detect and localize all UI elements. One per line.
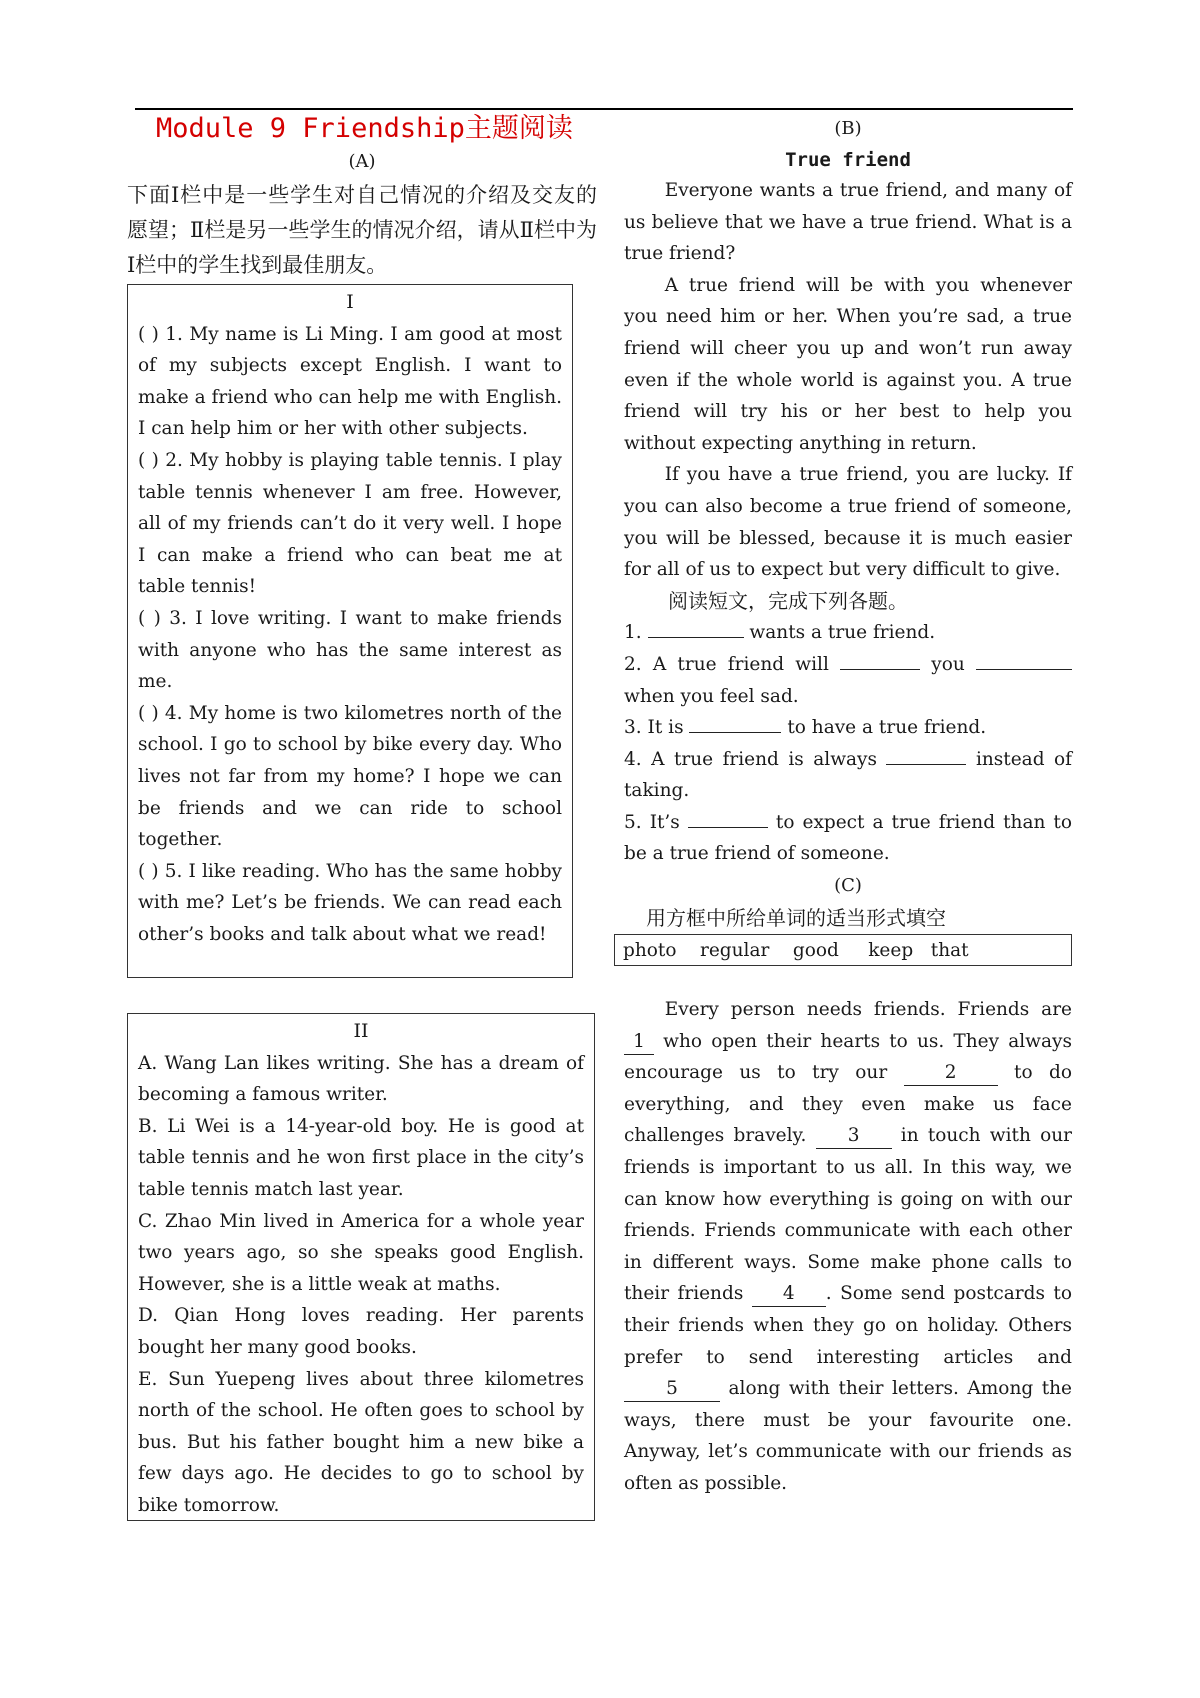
question-5-pre: 5. It’s xyxy=(624,811,688,833)
passage-blank-5[interactable]: 5 xyxy=(624,1377,720,1402)
passage-text-2: who open their hearts to us. They always encourage us to try our xyxy=(624,1030,1072,1084)
question-3-blank[interactable] xyxy=(689,732,781,733)
question-2-blank-2[interactable] xyxy=(976,669,1072,670)
page-title: Module 9 Friendship主题阅读 xyxy=(156,113,573,144)
question-2-post: when you feel sad. xyxy=(624,685,799,707)
passage-text-3: to do everything, and they even make us face challenges bravely. xyxy=(624,1062,1072,1147)
question-3-pre: 3. It is xyxy=(624,717,690,739)
part-c-label: (C) xyxy=(834,875,862,897)
part-a-intro: 下面Ⅰ栏中是一些学生对自己情况的介绍及交友的愿望；Ⅱ栏是另一些学生的情况介绍，请从Ⅱ栏中为Ⅰ栏中的学生找到最佳朋友。 xyxy=(127,183,597,277)
question-2-pre: 2. A true friend will xyxy=(624,653,841,675)
box-ii-item-d: D. Qian Hong loves reading. Her parents bought her many good books. xyxy=(138,1305,584,1358)
passage-text-4: in touch with our friends is important to us all. In this way, we can know how everything is going on with our friends. Friends communicate with each other in different ways. Some make phone calls to their friends xyxy=(624,1125,1072,1305)
box-ii xyxy=(127,1013,595,1521)
passage-blank-3[interactable]: 3 xyxy=(816,1124,892,1149)
box-i-item-4: ( ) 4. My home is two kilometres north of the school. I go to school by bike every day. Who lives not far from my home? I hope we can be friends and we can ride to school together. xyxy=(138,702,562,851)
question-1 xyxy=(624,617,1072,649)
part-c-passage xyxy=(624,994,1072,1500)
box-i-item-1: ( ) 1. My name is Li Ming. I am good at most of my subjects except English. I want to make a friend who can help me with English. I can help him or her with other subjects. xyxy=(138,323,562,440)
box-ii-item-b: B. Li Wei is a 14-year-old boy. He is good at table tennis and he won first place in the city’s table tennis match last year. xyxy=(138,1115,584,1200)
question-3 xyxy=(624,712,1072,744)
box-i-item-3: ( ) 3. I love writing. I want to make friends with anyone who has the same interest as me. xyxy=(138,607,562,693)
top-rule xyxy=(135,108,1073,110)
question-5 xyxy=(624,807,1072,870)
question-1-blank[interactable] xyxy=(648,637,744,638)
box-ii-item-a: A. Wang Lan likes writing. She has a dream of becoming a famous writer. xyxy=(138,1052,584,1106)
part-b-instruction: 阅读短文，完成下列各题。 xyxy=(668,588,908,613)
right-column xyxy=(624,112,1072,1500)
question-4-pre: 4. A true friend is always xyxy=(624,748,887,770)
question-2 xyxy=(624,649,1072,712)
passage-blank-4[interactable]: 4 xyxy=(752,1282,826,1307)
question-2-mid: you xyxy=(920,653,976,675)
question-4 xyxy=(624,744,1072,807)
box-ii-item-e: E. Sun Yuepeng lives about three kilometres north of the school. He often goes to school by bus. But his father bought him a new bike a few days ago. He decides to go to school by bike tomorrow. xyxy=(138,1368,584,1516)
question-5-blank[interactable] xyxy=(688,827,768,828)
question-2-blank-1[interactable] xyxy=(840,669,920,670)
left-column xyxy=(127,112,597,283)
question-4-blank[interactable] xyxy=(886,764,966,765)
part-b-paragraph-1: Everyone wants a true friend, and many of us believe that we have a true friend. What is a true friend? xyxy=(624,180,1072,265)
passage-blank-1[interactable]: 1 xyxy=(624,1030,654,1055)
box-i-item-5: ( ) 5. I like reading. Who has the same hobby with me? Let’s be friends. We can read each other’s books and talk about what we read! xyxy=(138,860,562,945)
passage-text-1: Every person needs friends. Friends are xyxy=(664,999,1072,1021)
word-box: photo regular good keep that xyxy=(614,934,1072,966)
part-a-label: (A) xyxy=(348,151,376,172)
box-ii-heading: II xyxy=(353,1020,369,1042)
part-b-paragraph-2: A true friend will be with you whenever you need him or her. When you’re sad, a true friend will cheer you up and won’t run away even if the whole world is against you. A true friend will try his or her best to help you without expecting anything in return. xyxy=(624,274,1072,454)
question-1-post: wants a true friend. xyxy=(743,622,936,644)
box-ii-item-c: C. Zhao Min lived in America for a whole year two years ago, so she speaks good English. However, she is a little weak at maths. xyxy=(138,1210,584,1295)
question-3-post: to have a true friend. xyxy=(781,717,987,739)
question-4-post: instead of taking. xyxy=(624,748,1072,802)
box-i xyxy=(127,284,573,978)
passage-text-5: . Some send postcards to their friends when they go on holiday. Others prefer to send interesting articles and xyxy=(624,1283,1072,1368)
box-i-heading: I xyxy=(346,291,354,313)
question-1-pre: 1. xyxy=(624,622,648,644)
part-c-instruction: 用方框中所给单词的适当形式填空 xyxy=(646,906,946,931)
box-i-item-2: ( ) 2. My hobby is playing table tennis. I play table tennis whenever I am free. However, all of my friends can’t do it very well. I hope I can make a friend who can beat me at table tennis! xyxy=(138,449,562,598)
part-b-title: True friend xyxy=(785,149,911,171)
part-b-paragraph-3: If you have a true friend, you are lucky. If you can also become a true friend of someone, you will be blessed, because it is much easier for all of us to expect but very difficult to give. xyxy=(624,464,1072,581)
passage-text-6: along with their letters. Among the ways, there must be your favourite one. Anyway, let’s communicate with our friends as often as possible. xyxy=(624,1378,1072,1494)
passage-blank-2[interactable]: 2 xyxy=(904,1061,998,1086)
part-b-label: (B) xyxy=(834,118,862,139)
question-5-post: to expect a true friend than to be a true friend of someone. xyxy=(624,811,1072,865)
